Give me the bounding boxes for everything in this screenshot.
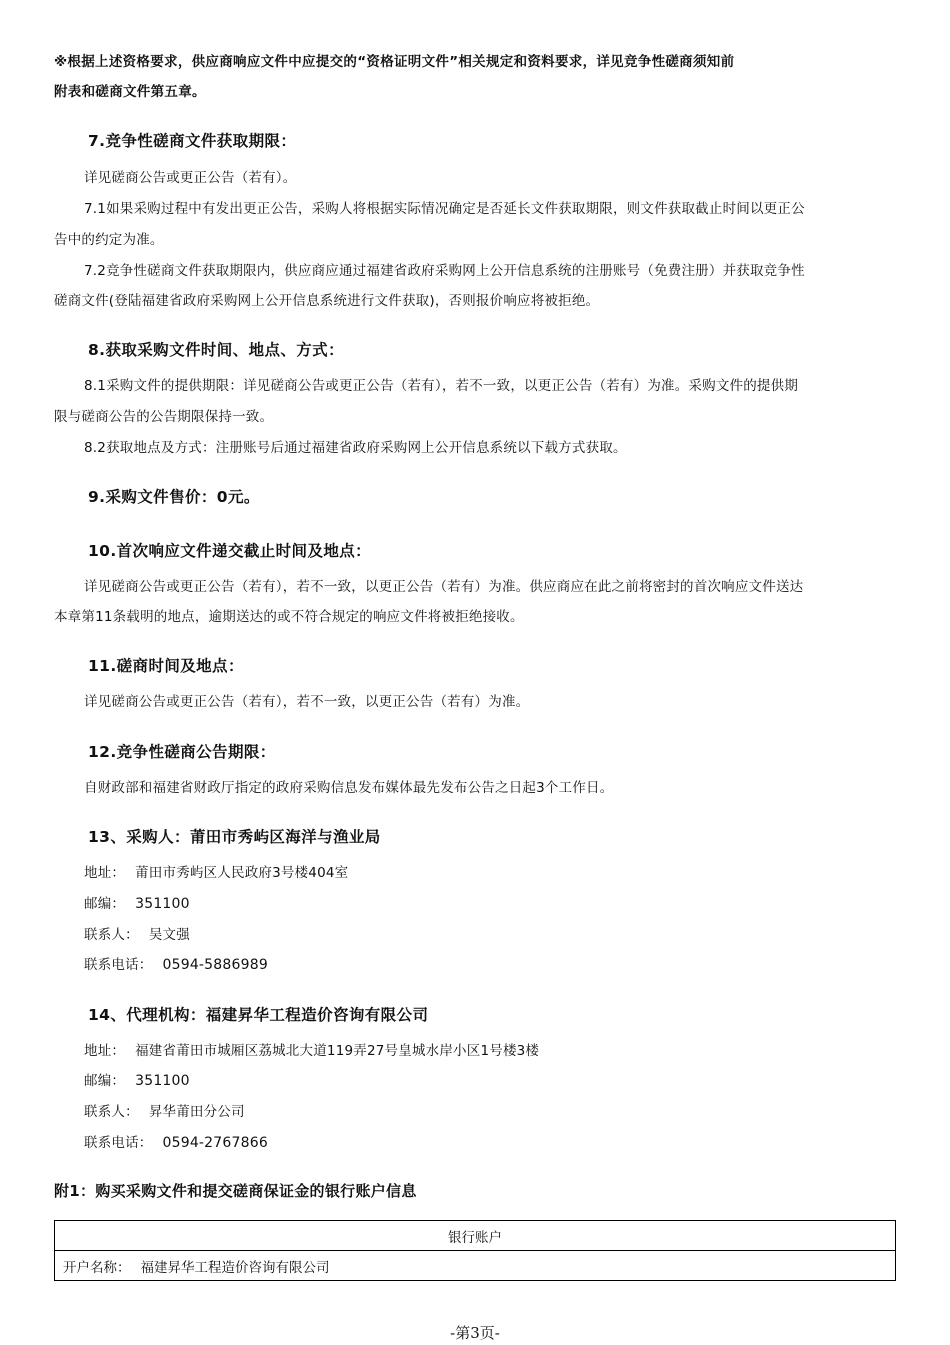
- section-7-paragraph: 详见磋商公告或更正公告（若有）。: [84, 170, 297, 186]
- purchaser-zip-value: 351100: [135, 896, 190, 912]
- section-8-1-line-1: 8.1采购文件的提供期限：详见磋商公告或更正公告（若有），若不一致，以更正公告（若有）为准。采购文件的提供期: [84, 378, 799, 394]
- agency-phone-label: 联系电话：: [84, 1135, 153, 1151]
- purchaser-address: [84, 861, 348, 881]
- qualification-note-line-1: ※根据上述资格要求，供应商响应文件中应提交的“资格证明文件”相关规定和资料要求，详见竞争性磋商须知前: [54, 54, 735, 70]
- section-14-title: 14、代理机构：福建昇华工程造价咨询有限公司: [88, 1006, 429, 1024]
- section-12-paragraph: 自财政部和福建省财政厅指定的政府采购信息发布媒体最先发布公告之日起3个工作日。: [84, 780, 614, 796]
- agency-address-label: 地址：: [84, 1043, 126, 1059]
- section-8-2: 8.2获取地点及方式：注册账号后通过福建省政府采购网上公开信息系统以下载方式获取。: [84, 440, 627, 456]
- agency-zip: [84, 1069, 190, 1089]
- purchaser-contact-label: 联系人：: [84, 927, 139, 943]
- section-7-2-line-1: 7.2竞争性磋商文件获取期限内，供应商应通过福建省政府采购网上公开信息系统的注册账号（免费注册）并获取竞争性: [84, 263, 805, 279]
- agency-phone-value: 0594-2767866: [162, 1135, 268, 1151]
- section-12-title: 12.竞争性磋商公告期限：: [88, 743, 276, 761]
- qualification-note-line-2: 附表和磋商文件第五章。: [54, 84, 206, 100]
- section-10-line-1: 详见磋商公告或更正公告（若有），若不一致，以更正公告（若有）为准。供应商应在此之前将密封的首次响应文件送达: [84, 579, 804, 595]
- purchaser-contact-value: 吴文强: [148, 927, 190, 943]
- agency-zip-value: 351100: [135, 1073, 190, 1089]
- section-7-1-line-1: 7.1如果采购过程中有发出更正公告，采购人将根据实际情况确定是否延长文件获取期限，则文件获取截止时间以更正公: [84, 201, 805, 217]
- bank-account-header: 银行账户: [55, 1221, 896, 1251]
- agency-zip-label: 邮编：: [84, 1073, 126, 1089]
- agency-address: [84, 1039, 539, 1059]
- purchaser-zip: [84, 892, 190, 912]
- purchaser-address-label: 地址：: [84, 865, 126, 881]
- purchaser-phone-value: 0594-5886989: [162, 957, 268, 973]
- section-11-paragraph: 详见磋商公告或更正公告（若有），若不一致，以更正公告（若有）为准。: [84, 694, 530, 710]
- section-9-title: 9.采购文件售价：0元。: [88, 488, 260, 506]
- table-row: [55, 1221, 896, 1251]
- purchaser-phone-label: 联系电话：: [84, 957, 153, 973]
- section-11-title: 11.磋商时间及地点：: [88, 657, 244, 675]
- account-name-label: 开户名称：: [63, 1259, 131, 1276]
- purchaser-phone: [84, 953, 268, 973]
- section-8-1-line-2: 限与磋商公告的公告期限保持一致。: [54, 409, 274, 425]
- account-name-value: 福建昇华工程造价咨询有限公司: [140, 1259, 330, 1276]
- purchaser-contact: [84, 923, 190, 943]
- annex-1-title: 附1：购买采购文件和提交磋商保证金的银行账户信息: [54, 1182, 417, 1200]
- agency-contact: [84, 1100, 245, 1120]
- section-10-line-2: 本章第11条载明的地点，逾期送达的或不符合规定的响应文件将被拒绝接收。: [54, 609, 524, 625]
- section-8-title: 8.获取采购文件时间、地点、方式：: [88, 341, 344, 359]
- agency-contact-value: 昇华莆田分公司: [148, 1104, 245, 1120]
- section-13-title: 13、采购人：莆田市秀屿区海洋与渔业局: [88, 828, 381, 846]
- purchaser-address-value: 莆田市秀屿区人民政府3号楼404室: [135, 865, 349, 881]
- page-number: -第3页-: [450, 1324, 500, 1342]
- section-7-title: 7.竞争性磋商文件获取期限：: [88, 132, 297, 150]
- purchaser-zip-label: 邮编：: [84, 896, 126, 912]
- section-7-2-line-2: 磋商文件(登陆福建省政府采购网上公开信息系统进行文件获取)，否则报价响应将被拒绝。: [54, 293, 600, 309]
- section-10-title: 10.首次响应文件递交截止时间及地点：: [88, 542, 372, 560]
- agency-phone: [84, 1131, 268, 1151]
- bank-account-table: [54, 1220, 896, 1281]
- account-name-cell: [55, 1251, 896, 1281]
- agency-contact-label: 联系人：: [84, 1104, 139, 1120]
- agency-address-value: 福建省莆田市城厢区荔城北大道119弄27号皇城水岸小区1号楼3楼: [135, 1043, 540, 1059]
- section-7-1-line-2: 告中的约定为准。: [54, 232, 164, 248]
- table-row: [55, 1251, 896, 1281]
